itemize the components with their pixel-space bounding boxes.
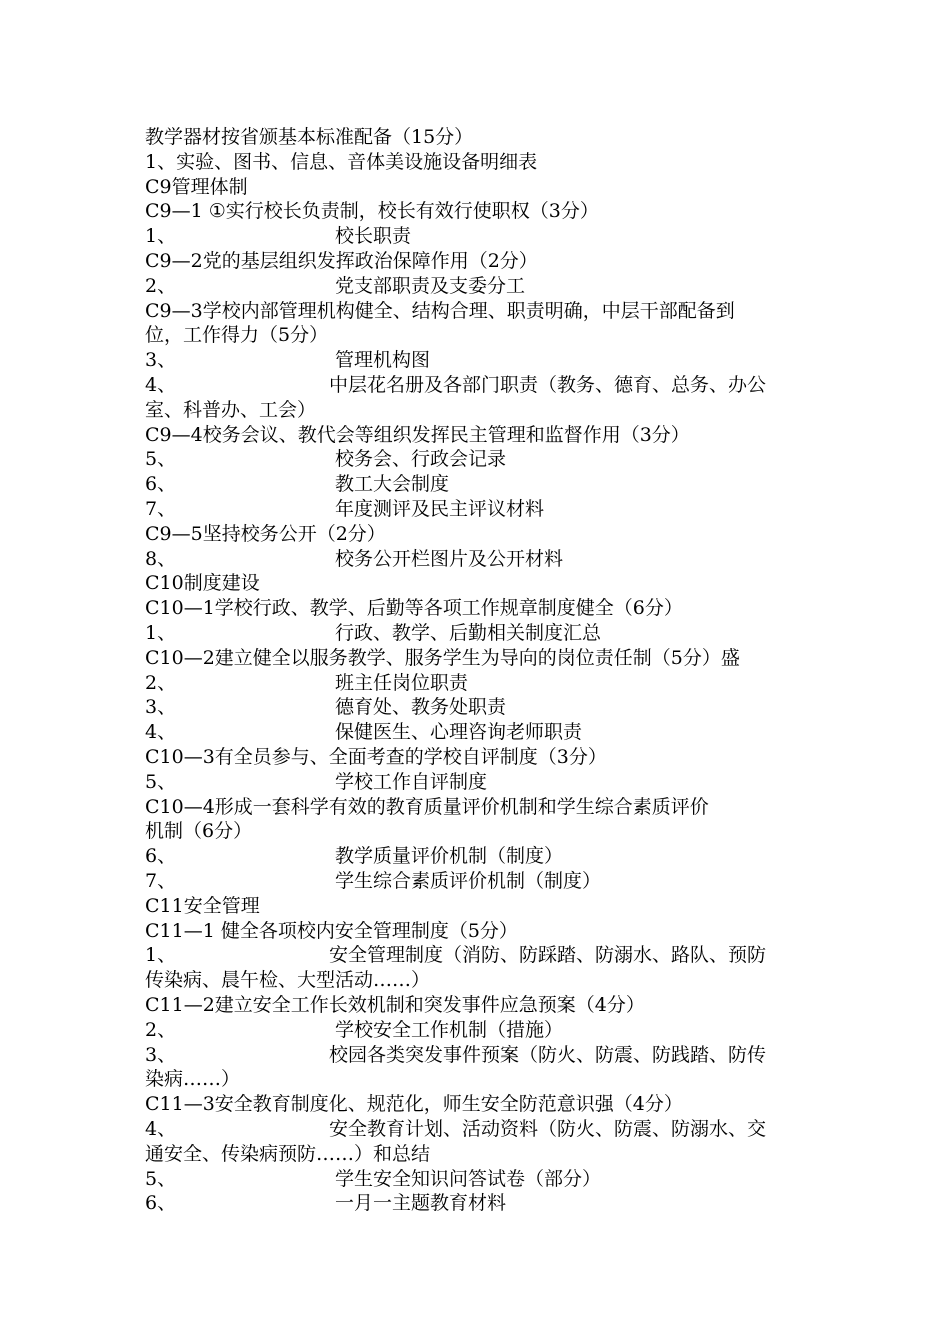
list-item: [145, 373, 815, 398]
list-item: [145, 497, 815, 522]
list-item: [145, 869, 815, 894]
list-item: [145, 1043, 815, 1068]
text-line: C11—1 健全各项校内安全管理制度（5分）: [145, 919, 518, 942]
item-text: 一月一主题教育材料: [335, 1192, 507, 1215]
item-number: 4、: [145, 1118, 177, 1140]
item-text: 校长职责: [335, 225, 412, 248]
text-line: C9—4校务会议、教代会等组织发挥民主管理和监督作用（3分）: [145, 423, 690, 446]
item-text: 行政、教学、后勤相关制度汇总: [335, 622, 602, 644]
item-number: 4、: [145, 721, 177, 744]
list-item: [145, 943, 815, 968]
list-item: [145, 1167, 815, 1192]
item-number: 7、: [145, 498, 177, 520]
item-number: 1、: [145, 944, 177, 967]
item-text: 安全教育计划、活动资料（防火、防震、防溺水、交: [329, 1118, 767, 1140]
item-number: 6、: [145, 1192, 177, 1215]
item-number: 4、: [145, 374, 177, 396]
text-line: 传染病、晨午检、大型活动……）: [145, 969, 431, 992]
text-line: C9—2党的基层组织发挥政治保障作用（2分）: [145, 250, 538, 272]
text-line: 位，工作得力（5分）: [145, 324, 329, 347]
item-number: 5、: [145, 1167, 177, 1190]
item-text: 学校安全工作机制（措施）: [335, 1018, 564, 1041]
item-text: 德育处、教务处职责: [335, 696, 507, 719]
list-item: [145, 1018, 815, 1043]
list-item: [145, 621, 815, 646]
list-item: [145, 770, 815, 795]
item-text: 管理机构图: [335, 349, 431, 372]
text-line: C11—3安全教育制度化、规范化，师生安全防范意识强（4分）: [145, 1093, 683, 1116]
text-line: C11—2建立安全工作长效机制和突发事件应急预案（4分）: [145, 994, 645, 1016]
list-item: [145, 224, 815, 249]
item-text: 班主任岗位职责: [335, 671, 469, 694]
item-number: 1、: [145, 225, 177, 248]
text-line: 通安全、传染病预防……）和总结: [145, 1142, 431, 1165]
item-text: 学生安全知识问答试卷（部分）: [335, 1167, 602, 1190]
list-item: [145, 1191, 815, 1216]
item-number: 2、: [145, 1018, 177, 1041]
item-text: 中层花名册及各部门职责（教务、德育、总务、办公: [329, 374, 767, 396]
list-item: [145, 720, 815, 745]
item-text: 安全管理制度（消防、防踩踏、防溺水、路队、预防: [329, 944, 767, 967]
item-number: 2、: [145, 671, 177, 694]
text-line: C9管理体制: [145, 175, 248, 198]
text-line: C10—2建立健全以服务教学、服务学生为导向的岗位责任制（5分）盛: [145, 646, 740, 669]
text-line: C9—5坚持校务公开（2分）: [145, 522, 386, 545]
text-line: 机制（6分）: [145, 820, 253, 843]
item-text: 保健医生、心理咨询老师职责: [335, 721, 583, 744]
item-number: 5、: [145, 448, 177, 471]
item-text: 教工大会制度: [335, 473, 450, 496]
list-item: [145, 547, 815, 572]
list-item: [145, 1117, 815, 1142]
text-line: 1、实验、图书、信息、音体美设施设备明细表: [145, 150, 538, 173]
list-item: [145, 472, 815, 497]
item-number: 1、: [145, 622, 177, 644]
item-number: 3、: [145, 349, 177, 372]
item-text: 教学质量评价机制（制度）: [335, 845, 564, 868]
item-number: 6、: [145, 845, 177, 868]
list-item: [145, 844, 815, 869]
item-text: 校务会、行政会记录: [335, 448, 507, 471]
text-line: C9—3学校内部管理机构健全、结构合理、职责明确，中层干部配备到: [145, 299, 735, 322]
text-line: 染病……）: [145, 1068, 241, 1091]
item-number: 8、: [145, 547, 177, 570]
list-item: [145, 695, 815, 720]
text-line: C9—1 ①实行校长负责制，校长有效行使职权（3分）: [145, 200, 599, 223]
item-text: 党支部职责及支委分工: [335, 274, 526, 297]
list-item: [145, 274, 815, 299]
text-line: C11安全管理: [145, 894, 260, 917]
item-number: 7、: [145, 870, 177, 892]
text-line: C10—3有全员参与、全面考查的学校自评制度（3分）: [145, 746, 607, 768]
list-item: [145, 447, 815, 472]
text-line: 室、科普办、工会）: [145, 398, 317, 421]
item-text: 年度测评及民主评议材料: [335, 498, 545, 520]
item-number: 2、: [145, 274, 177, 297]
item-number: 3、: [145, 1043, 177, 1066]
item-number: 3、: [145, 696, 177, 719]
text-line: C10制度建设: [145, 572, 260, 595]
item-number: 5、: [145, 770, 177, 793]
item-number: 6、: [145, 473, 177, 496]
text-line: 教学器材按省颁基本标准配备（15分）: [145, 126, 474, 148]
list-item: [145, 348, 815, 373]
list-item: [145, 671, 815, 696]
item-text: 学生综合素质评价机制（制度）: [335, 870, 602, 892]
item-text: 学校工作自评制度: [335, 770, 488, 793]
item-text: 校务公开栏图片及公开材料: [335, 547, 564, 570]
text-line: C10—1学校行政、教学、后勤等各项工作规章制度健全（6分）: [145, 597, 683, 620]
text-line: C10—4形成一套科学有效的教育质量评价机制和学生综合素质评价: [145, 795, 709, 818]
item-text: 校园各类突发事件预案（防火、防震、防践踏、防传: [329, 1043, 767, 1066]
